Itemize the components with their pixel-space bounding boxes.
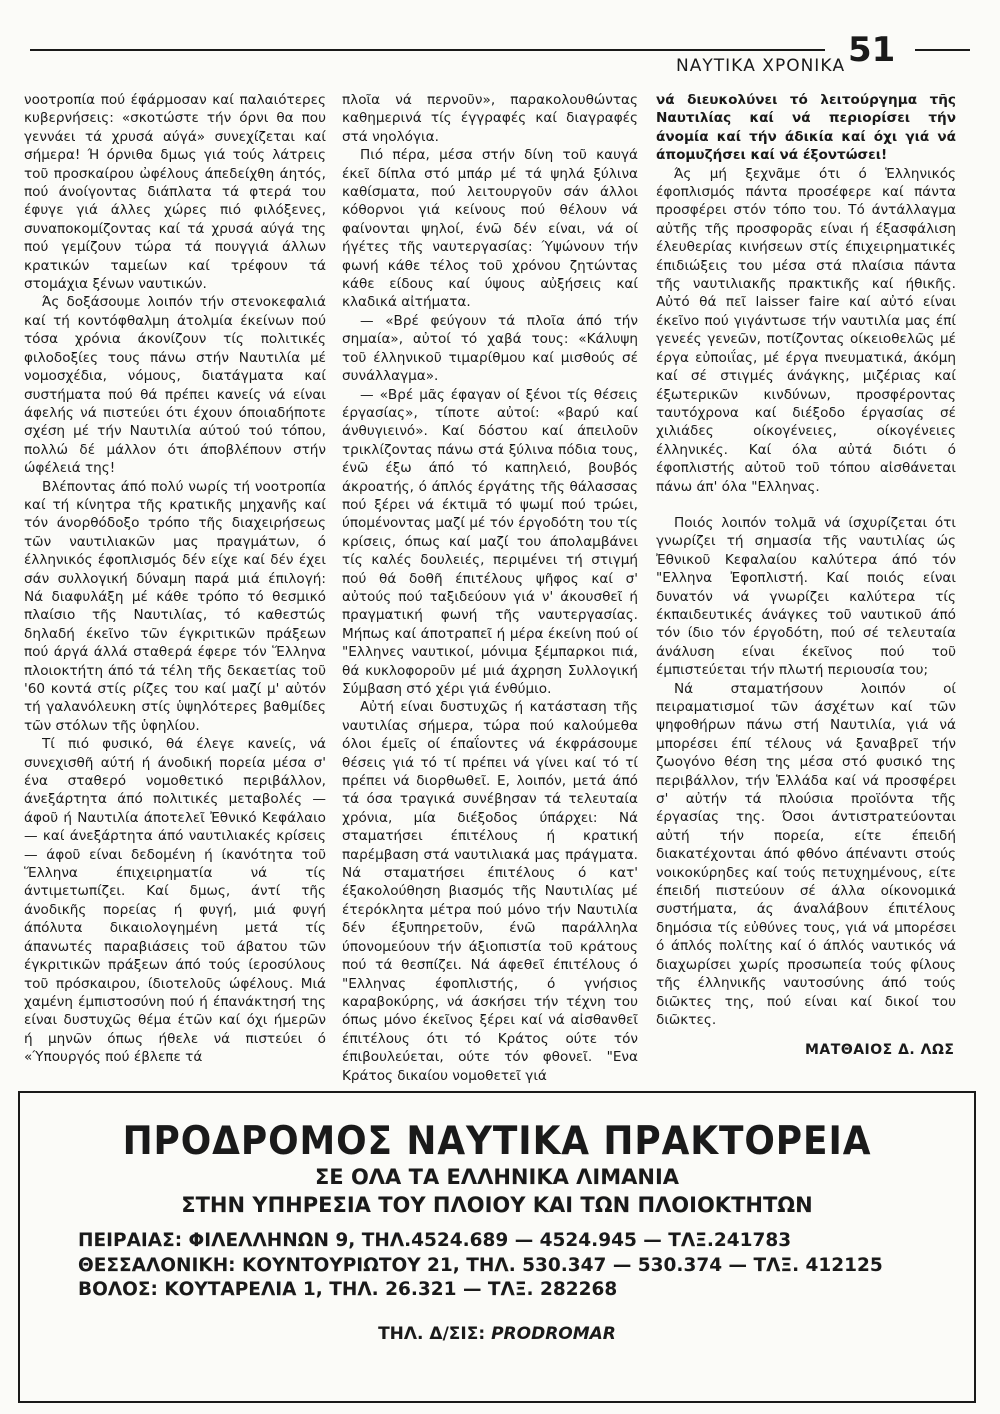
paragraph: Ποιός λοιπόν τολμᾶ νά ίσχυρίζεται ότι γνωρίζει τή σημασία τῆς ναυτιλίας ώς Ἐθνικοῦ Κεφαλαίου καλύτερα άπό τόν "Ελληνα Ἐφοπλιστή. Καί ποιός είναι δυνατόν νά γνωρίζει καλύτερα τίς έκπαιδευτικές άνάγκες τοῦ ναυτικοῦ άπό τόν ίδιο τόν έργοδότη, πού σέ τελευταία άνάλυση είναι έκεῖνος πού τοῦ έμπιστεύεται τήν πλωτή περιουσία του; — [656, 514, 956, 679]
paragraph: — «Βρέ φεύγουν τά πλοῖα άπό τήν σημαία», αὐτοί τό χαβά τους: «Κάλυψη τοῦ έλληνικοῦ τιμαρίθμου καί μισθούς σέ συνάλλαγμα». — [342, 312, 638, 385]
paragraph: πλοῖα νά περνοῦν», παρακολουθώντας καθημερινά τίς έγγραφές καί διαγραφές στά νηολόγια. — [342, 92, 638, 145]
ad-office-piraeus: ΠΕΙΡΑΙΑΣ: ΦΙΛΕΛΛΗΝΩΝ 9, ΤΗΛ.4524.689 — 4524.945 — ΤΛΞ.241783 — [78, 1230, 792, 1251]
ad-company-name: ΠΡΟΔΡΟΜΟΣ ΝΑΥΤΙΚΑ ΠΡΑΚΤΟΡΕΙΑ — [122, 1119, 872, 1164]
article-column-2 — [342, 91, 638, 1085]
ad-office-volos: ΒΟΛΟΣ: ΚΟΥΤΑΡΕΛΙΑ 1, ΤΗΛ. 26.321 — ΤΛΞ. 282268 — [78, 1279, 618, 1300]
article-column-1 — [24, 91, 326, 1067]
ad-office-thessaloniki: ΘΕΣΣΑΛΟΝΙΚΗ: ΚΟΥΝΤΟΥΡΙΩΤΟΥ 21, ΤΗΛ. 530.347 — 530.374 — ΤΛΞ. 412125 — [78, 1255, 883, 1276]
paragraph: Πιό πέρα, μέσα στήν δίνη τοῦ καυγά έκεῖ δίπλα στό μπάρ μέ τά ψηλά ξύλινα καθίσματα, πού λειτουργοῦν σάν άλλοι κόθορνοι γιά κείνους πού θέλουν νά φαίνονται ψηλοί, ένῶ δέν είναι, νά οί ήγέτες τῆς ναυτεργασίας: Ύψώνουν τήν φωνή κάθε τέλος τοῦ χρόνου ζητώντας κάθε είδους καί ύψους αὐξήσεις καί κλαδικά αἰτήματα. — [342, 147, 638, 311]
paragraph: Βλέποντας άπό πολύ νωρίς τή νοοτροπία καί τή κίνητρα τῆς κρατικῆς μηχανῆς καί τόν άνορθόδοξο τρόπο τῆς διαχειρήσεως τῶν ναυτιλιακῶν μας πραγμάτων, ό έλληνικός έφοπλισμός δέν είχε καί δέν έχει σάν συλλογική δύναμη παρά μιά έπιλογή: Νά διαφυλάξη μέ κάθε τρόπο τό θεσμικό πλαίσιο τῆς Ναυτιλίας, τό καθεστώς δηλαδή έκεῖνο τῶν έγκριτικῶν πράξεων πού άργά άλλά σταθερά έφερε τόν Ἕλληνα πλοιοκτήτη άπό τά τέλη τῆς δεκαετίας τοῦ '60 κοντά στίς ρίζες του καί μαζί μ' αὐτόν τή γαλανόλευκη στίς ὑψηλότερες βαθμίδες τῶν στόλων τῆς ὑφηλίου. — [24, 478, 326, 734]
author-signature: ΜΑΤΘΑΙΟΣ Δ. ΛΩΣ — [805, 1042, 955, 1058]
paragraph: — «Βρέ μᾶς έφαγαν οί ξένοι τίς θέσεις έργασίας», τίποτε αὐτοί: «βαρύ καί άνθυγιεινό». Καί δόστου καί άπειλοῦν τρικλίζοντας πάνω στά ξύλινα πόδια τους, ένῶ έξω άπό τό καπηλειό, βουβός άκροατής, ό άπλός έργάτης τῆς θάλασσας πού ξέρει νά έκτιμᾶ τό ψωμί πού τρώει, ύπομένοντας μαζί μέ τόν έργοδότη του τίς κρίσεις, όπως καί μαζί του άπολαμβάνει τίς καλές δουλειές, περιμένει τή στιγμή πού θά δοθῆ έπιτέλους ψῆφος καί σ' αὐτούς πού ταξιδεύουν γιά ν' άκουσθεῖ ή πραγματική φωνή τῆς ναυτεργασίας. Μήπως καί άποτραπεῖ ή μέρα έκείνη πού οί "Ελληνες ναυτικοί, μόνιμα ξέμπαρκοι πιά, θά κυκλοφοροῦν μέ μιά άχρηση Συλλογική Σύμβαση στό χέρι γιά ένθύμιο. — [342, 386, 638, 697]
paragraph: νοοτροπία πού έφάρμοσαν καί παλαιότερες κυβερνήσεις: «σκοτώστε τήν όρνι θα που γεννάει τά χρυσά αύγά» συνεχίζεται καί σήμερα! Ή όρνιθα δμως γιά τούς λάτρεις τοῦ προσκαίρου ὠφέλους άπεδείχθη άητός, πού άνοίγοντας διάπλατα τά φτερά του έφυγε γιά άλλες χώρες πιό φιλόξενες, συναποκομίζοντας καί τά χρυσά αύγά της πού γεμίζουν τώρα τά πουγγιά άλλων κρατικών ταμείων καί τρέφουν τά στομάχια ξένων ναυτικών. — [24, 92, 326, 293]
ad-tagline: ΣΕ ΟΛΑ ΤΑ ΕΛΛΗΝΙΚΑ ΛΙΜΑΝΙΑ — [314, 1165, 680, 1189]
paragraph: Αὐτή είναι δυστυχῶς ή κατάσταση τῆς ναυτιλίας σήμερα, τώρα πού καλούμεθα όλοι έμεῖς οί έπαΐοντες νά έκφράσουμε θέσεις γιά τό τί πρέπει νά γίνει καί τό τί πρέπει νά διορθωθεῖ. Ε, λοιπόν, μετά άπό τά όσα τραγικά συνέβησαν τά τελευταία χρόνια, μία διέξοδος ύπάρχει: Νά σταματήσει έπιτέλους ή κρατική παρέμβαση στά ναυτιλιακά μας πράγματα. Νά σταματήσει έπιτέλους ό κατ' έξακολούθηση βιασμός τῆς Ναυτιλίας μέ έτερόκλητα μέτρα πού μόνο τήν Ναυτιλία δέν έξυπηρετοῦν, ένῶ παράλληλα ύπονομεύουν τήν άξιοπιστία τοῦ κράτους πού τά θεσπίζει. Νά άφεθεῖ έπιτέλους ό "Ελληνας έφοπλιστής, ό γνήσιος καραβοκύρης, νά άσκήσει τήν τέχνη του όπως μόνο έκεῖνος ξέρει καί νά αἰσθανθεῖ έπιτέλους ότι τό Κράτος ούτε τόν έπιβουλεύεται, ούτε τόν φθονεῖ. "Ενα Κράτος δικαίου νομοθετεῖ γιά — [342, 699, 638, 1084]
paragraph: Άς δοξάσουμε λοιπόν τήν στενοκεφαλιά καί τή κοντόφθαλμη άτολμία έκείνων πού τόσα χρόνια άκονίζουν τίς πολιτικές φιλοδοξίες τους πάνω στήν Ναυτιλία μέ νομοσχέδια, νόμους, διατάγματα καί συστήματα πού θά πρέπει κανείς νά είναι άφελής νά πιστεύει ότι έχουν όποιαδήποτε σχέση μέ τήν Ναυτιλία αύτού τού τόπου, πολλώ δέ μάλλον ότι άποβλέπουν στήν ώφέλειά της! — [24, 294, 326, 477]
header-rule-right — [915, 49, 970, 51]
paragraph: Νά σταματήσουν λοιπόν οί πειραματισμοί τῶν άσχέτων καί τῶν ψηφοθήρων πάνω στή Ναυτιλία, γιά νά μπορέσει έπί τέλους νά ξαναβρεῖ τήν ζωογόνο θέση της μέσα στό φυσικό της περιβάλλον, τήν Ἑλλάδα καί νά προσφέρει σ' αὐτήν τά πλούσια προϊόντα τῆς έργασίας της. Όσοι άντιστρατεύονται αὐτή τήν πορεία, είτε έπειδή διακατέχονται άπό φθόνο άπέναντι στούς νοικοκύρηδες καί τούς πετυχημένους, είτε έπειδή πιστεύουν σέ άλλα οίκονομικά συστήματα, άς άναλάβουν έπιτέλους δημόσια τίς εὐθύνες τους, γιά νά μπορέσει ό άπλός πολίτης καί ό άπλός ναυτικός νά διαχωρίσει χωρίς προσωπεία τούς φίλους τῆς έλληνικῆς ναυτοσύνης άπό τούς διῶκτες της, πού είναι καί δικοί του διῶκτες. — [656, 680, 956, 1028]
ad-tagline: ΣΤΗΝ ΥΠΗΡΕΣΙΑ ΤΟΥ ΠΛΟΙΟΥ ΚΑΙ ΤΩΝ ΠΛΟΙΟΚΤΗΤΩΝ — [181, 1193, 813, 1217]
page-number: 51 — [848, 30, 896, 70]
advertisement-box — [18, 1091, 976, 1403]
article-column-3 — [656, 91, 956, 1029]
paragraph: Τί πιό φυσικό, θά έλεγε κανείς, νά συνεχισθῆ αύτή ή άνοδική πορεία μέσα σ' ένα σταθερό νομοθετικό περιβάλλον, άνεξάρτητα άπό πολιτικές μεταβολές — άφοῦ ή Ναυτιλία άποτελεῖ Ἐθνικό Κεφάλαιο — καί άνεξάρτητα άπό ναυτιλιακές κρίσεις — άφοῦ είναι δεδομένη ή ίκανότητα τοῦ Ἕλληνα έπιχειρηματία νά τίς άντιμετωπίζει. Καί δμως, άντί τῆς άνοδικῆς πορείας ή φυγή, μιά φυγή άπόλυτα δικαιολογημένη μετά τίς άπανωτές παραβιάσεις τοῦ άβατου τῶν έγκριτικῶν πράξεων άπό τούς ίεροσύλους τοῦ πρόσκαιρου, ίδιοτελοῦς ώφέλους. Μιά χαμένη έμπιστοσύνη πού ή έπανάκτησή της είναι δυστυχῶς θέμα έτῶν καί όχι ήμερῶν ή μηνῶν όπως ήθελε νά πιστεύει ό «Ύπουργός πού έβλεπε τά — [24, 736, 326, 1066]
ad-telex-value: PRODROMAR — [491, 1324, 616, 1344]
paragraph: νά διευκολύνει τό λειτούργημα τῆς Ναυτιλίας καί νά περιορίσει τήν άνομία καί τήν άδικία καί όχι γιά νά άπομυζήσει καί νά έξοντώσει! — [656, 92, 956, 164]
header-rule-left — [30, 49, 825, 51]
magazine-title: ΝΑΥΤΙΚΑ ΧΡΟΝΙΚΑ — [676, 56, 846, 76]
paragraph: Άς μή ξεχνᾶμε ότι ό Ἑλληνικός έφοπλισμός πάντα προσέφερε καί πάντα προσφέρει στόν τόπο του. Τό άντάλλαγμα αὐτῆς τῆς προσφορᾶς είναι ή έξασφάλιση έλευθερίας κινήσεων στίς έπιχειρηματικές έπιδιώξεις του μέσα στά πλαίσια πάντα τῆς ναυτιλιακῆς πρακτικῆς καί ήθικῆς. Αὐτό θά πεῖ laisser faire καί αὐτό είναι έκεῖνο πού γιγάντωσε τήν ναυτιλία μας έπί γενεές γενεῶν, ποτίζοντας οίκειοθελῶς μέ έργα εὐποιΐας, μέ έργα πνευματικά, άκόμη καί σέ στιγμές άνάγκης, μιζέριας καί έξωτερικῶν κινδύνων, προσφέροντας ταυτόχρονα καί διέξοδο έργασίας σέ χιλιάδες οίκογένειες, οίκογένειες έλληνικές. Καί όλα αὐτά διότι ό έφοπλιστής αὐτοῦ τοῦ τόπου αἰσθάνεται πάνω άπ' όλα "Ελληνας. — [656, 165, 956, 495]
ad-telex-label: ΤΗΛ. Δ/ΣΙΣ: — [378, 1324, 486, 1344]
ad-telex — [20, 1324, 974, 1344]
